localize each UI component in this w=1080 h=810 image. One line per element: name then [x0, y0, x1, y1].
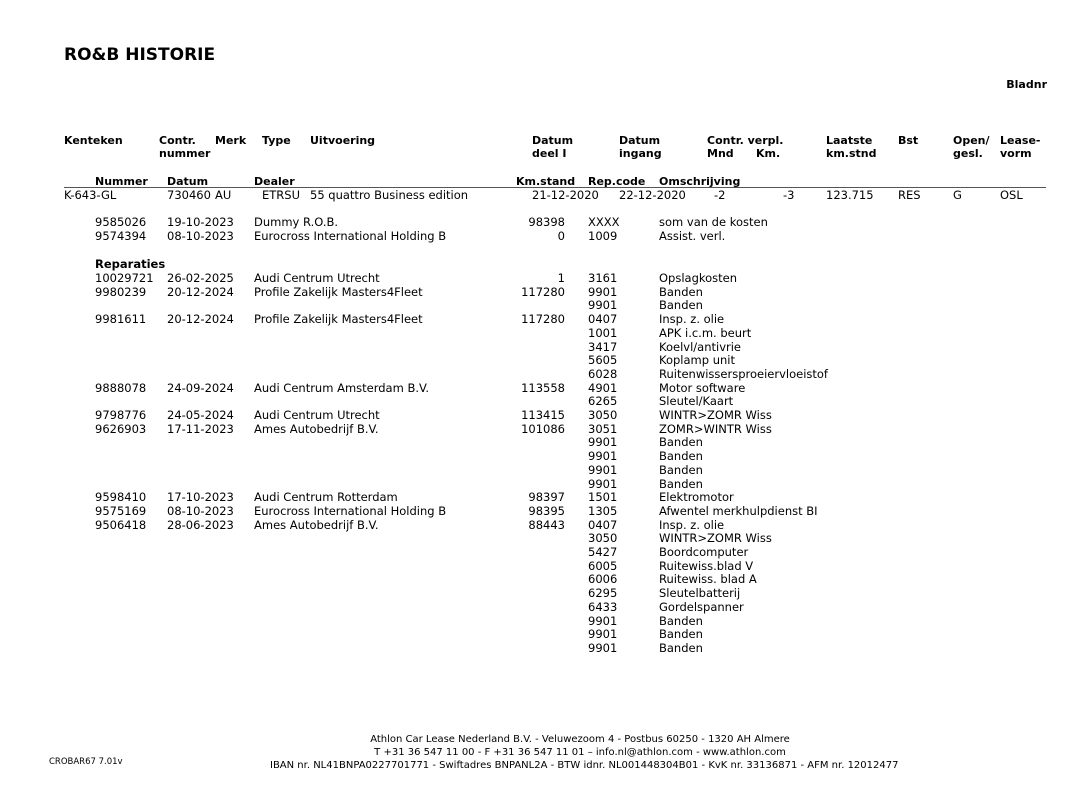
row-kmstand: 113558	[521, 380, 565, 395]
row-omschrijving: Sleutel/Kaart	[659, 394, 734, 409]
form-code: CROBAR67 7.01v	[49, 757, 123, 767]
row-repcode: 6433	[588, 599, 618, 614]
vehicle-type: ETRSU	[262, 188, 300, 202]
row-repcode: 3050	[588, 408, 618, 422]
row-omschrijving: Boordcomputer	[659, 545, 749, 559]
header-contr-verpl: Contr. verpl.	[707, 134, 784, 147]
row-omschrijving: Insp. z. olie	[659, 517, 725, 532]
row-datum: 17-11-2023	[167, 421, 234, 436]
header-datum-ingang-2: ingang	[619, 147, 662, 160]
row-dealer: Ames Autobedrijf B.V.	[254, 421, 379, 436]
vehicle-bst: RES	[898, 188, 921, 202]
row-omschrijving: Banden	[659, 298, 703, 313]
row-dealer: Profile Zakelijk Masters4Fleet	[254, 284, 423, 299]
header-gesl: gesl.	[953, 147, 983, 160]
row-nummer: 9585026	[95, 215, 147, 229]
subheader-datum: Datum	[167, 175, 209, 188]
subheader-dealer: Dealer	[254, 175, 295, 188]
row-repcode: 5427	[588, 545, 618, 559]
vehicle-kenteken: K-643-GL	[64, 188, 117, 202]
header-vorm: vorm	[1000, 147, 1032, 160]
row-omschrijving: Koplamp unit	[659, 353, 735, 368]
row-datum: 24-05-2024	[167, 408, 234, 422]
subheader-nummer: Nummer	[95, 175, 148, 188]
vehicle-uitvoering: 55 quattro Business edition	[310, 188, 469, 202]
row-repcode: XXXX	[588, 215, 620, 229]
row-datum: 20-12-2024	[167, 284, 234, 299]
row-omschrijving: Banden	[659, 284, 703, 299]
row-nummer: 9574394	[95, 228, 147, 243]
row-dealer: Eurocross International Holding B	[254, 503, 447, 518]
header-km: Km.	[756, 147, 781, 160]
header-contr-nummer: nummer	[159, 147, 211, 160]
footer-line1: Athlon Car Lease Nederland B.V. - Veluwezoom 4 - Postbus 60250 - 1320 AH Almere	[370, 734, 790, 745]
row-repcode: 3161	[588, 271, 618, 285]
row-dealer: Audi Centrum Amsterdam B.V.	[254, 380, 430, 395]
row-omschrijving: Gordelspanner	[659, 599, 744, 614]
row-repcode: 4901	[588, 380, 618, 395]
row-kmstand: 1	[557, 271, 565, 285]
row-repcode: 0407	[588, 312, 618, 327]
vehicle-km: -3	[783, 188, 795, 202]
row-datum: 20-12-2024	[167, 312, 234, 327]
header-datum-deel-2: deel I	[532, 147, 567, 160]
row-nummer: 9981611	[95, 312, 147, 327]
row-repcode: 9901	[588, 298, 618, 313]
row-omschrijving: Ruitenwissersproeiervloeistof	[659, 366, 828, 381]
row-omschrijving: Ruitewiss. blad A	[659, 572, 757, 587]
row-nummer: 9888078	[95, 380, 147, 395]
vehicle-laatste-km: 123.715	[826, 188, 874, 202]
subheader-omschrijving: Omschrijving	[659, 175, 741, 188]
row-kmstand: 98397	[528, 490, 565, 505]
row-omschrijving: Motor software	[659, 380, 746, 395]
header-uitvoering: Uitvoering	[310, 134, 376, 147]
row-omschrijving: Elektromotor	[659, 490, 734, 505]
row-repcode: 9901	[588, 435, 618, 450]
row-repcode: 6295	[588, 586, 618, 601]
row-nummer: 9980239	[95, 284, 147, 299]
row-omschrijving: Koelvl/antivrie	[659, 339, 741, 354]
row-omschrijving: Banden	[659, 449, 703, 464]
header-open: Open/	[953, 134, 990, 147]
row-datum: 08-10-2023	[167, 228, 234, 243]
row-omschrijving: Assist. verl.	[659, 228, 726, 243]
header-lease: Lease-	[1000, 134, 1041, 147]
section-reparaties: Reparaties	[95, 257, 166, 271]
row-repcode: 9901	[588, 640, 618, 655]
vehicle-contract: 730460	[167, 188, 211, 202]
row-kmstand: 117280	[521, 312, 565, 327]
row-repcode: 3051	[588, 421, 618, 436]
row-omschrijving: Ruitewiss.blad V	[659, 558, 754, 573]
row-kmstand: 98395	[528, 503, 565, 518]
header-merk: Merk	[215, 134, 247, 147]
row-omschrijving: Banden	[659, 462, 703, 477]
row-dealer: Profile Zakelijk Masters4Fleet	[254, 312, 423, 327]
row-repcode: 9901	[588, 613, 618, 628]
header-mnd: Mnd	[707, 147, 734, 160]
row-kmstand: 117280	[521, 284, 565, 299]
row-nummer: 9626903	[95, 421, 147, 436]
row-repcode: 6006	[588, 572, 618, 587]
row-repcode: 1009	[588, 228, 618, 243]
row-repcode: 3417	[588, 339, 618, 354]
row-repcode: 6005	[588, 558, 618, 573]
row-omschrijving: Insp. z. olie	[659, 312, 725, 327]
footer	[270, 733, 899, 772]
row-repcode: 5605	[588, 353, 618, 368]
row-dealer: Audi Centrum Utrecht	[254, 271, 380, 285]
row-nummer: 9575169	[95, 503, 147, 518]
vehicle-datum-ingang: 22-12-2020	[619, 188, 686, 202]
row-omschrijving: Afwentel merkhulpdienst BI	[659, 503, 818, 518]
row-nummer: 9506418	[95, 517, 147, 532]
vehicle-lease-vorm: OSL	[1000, 188, 1023, 202]
row-omschrijving: Opslagkosten	[659, 271, 738, 285]
row-datum: 28-06-2023	[167, 517, 234, 532]
footer-line3: IBAN nr. NL41BNPA0227701771 - Swiftadres BNPANL2A - BTW idnr. NL001448304B01 - KvK nr. 33136871 - AFM nr. 12012477	[270, 760, 899, 771]
row-omschrijving: Sleutelbatterij	[659, 586, 741, 601]
vehicle-datum-deel: 21-12-2020	[532, 188, 599, 202]
subheader-repcode: Rep.code	[588, 175, 646, 188]
row-dealer: Dummy R.O.B.	[254, 215, 339, 229]
row-omschrijving: Banden	[659, 476, 703, 491]
header-bst: Bst	[898, 134, 919, 147]
row-repcode: 9901	[588, 449, 618, 464]
row-repcode: 6028	[588, 366, 618, 381]
row-repcode: 9901	[588, 462, 618, 477]
row-omschrijving: ZOMR>WINTR Wiss	[659, 421, 772, 436]
row-kmstand: 113415	[521, 408, 565, 422]
row-nummer: 9798776	[95, 408, 147, 422]
row-kmstand: 101086	[521, 421, 565, 436]
row-repcode: 9901	[588, 627, 618, 642]
header-laatste-km: km.stnd	[826, 147, 877, 160]
header-datum-deel: Datum	[532, 134, 574, 147]
row-repcode: 1305	[588, 503, 618, 518]
row-repcode: 3050	[588, 531, 618, 546]
header-kenteken: Kenteken	[64, 134, 123, 147]
vehicle-open-gesl: G	[953, 188, 962, 202]
row-datum: 17-10-2023	[167, 490, 234, 505]
row-datum: 19-10-2023	[167, 215, 234, 229]
footer-line2: T +31 36 547 11 00 - F +31 36 547 11 01 – info.nl@athlon.com - www.athlon.com	[374, 747, 786, 758]
row-kmstand: 88443	[528, 517, 565, 532]
row-omschrijving: Banden	[659, 435, 703, 450]
row-repcode: 1501	[588, 490, 618, 505]
row-nummer: 10029721	[95, 271, 154, 285]
row-repcode: 6265	[588, 394, 618, 409]
row-kmstand: 98398	[528, 215, 565, 229]
header-datum-ingang: Datum	[619, 134, 661, 147]
row-dealer: Audi Centrum Rotterdam	[254, 490, 398, 505]
row-dealer: Eurocross International Holding B	[254, 228, 447, 243]
vehicle-mnd: -2	[714, 188, 726, 202]
row-omschrijving: som van de kosten	[659, 215, 768, 229]
header-type: Type	[262, 134, 291, 147]
row-dealer: Audi Centrum Utrecht	[254, 408, 380, 422]
subheader-kmstand: Km.stand	[516, 175, 576, 188]
bladnr-label: Bladnr	[1006, 78, 1047, 91]
row-omschrijving: Banden	[659, 640, 703, 655]
row-datum: 26-02-2025	[167, 271, 234, 285]
row-repcode: 1001	[588, 325, 618, 340]
row-repcode: 9901	[588, 284, 618, 299]
row-omschrijving: APK i.c.m. beurt	[659, 325, 752, 340]
page-title: RO&B HISTORIE	[64, 45, 216, 65]
row-dealer: Ames Autobedrijf B.V.	[254, 517, 379, 532]
row-nummer: 9598410	[95, 490, 147, 505]
row-omschrijving: WINTR>ZOMR Wiss	[659, 408, 772, 422]
row-repcode: 9901	[588, 476, 618, 491]
row-datum: 08-10-2023	[167, 503, 234, 518]
row-kmstand: 0	[557, 228, 565, 243]
header-contr: Contr.	[159, 134, 196, 147]
vehicle-merk: AU	[215, 188, 232, 202]
row-omschrijving: WINTR>ZOMR Wiss	[659, 531, 772, 546]
row-repcode: 0407	[588, 517, 618, 532]
row-datum: 24-09-2024	[167, 380, 234, 395]
row-omschrijving: Banden	[659, 627, 703, 642]
header-laatste: Laatste	[826, 134, 873, 147]
row-omschrijving: Banden	[659, 613, 703, 628]
